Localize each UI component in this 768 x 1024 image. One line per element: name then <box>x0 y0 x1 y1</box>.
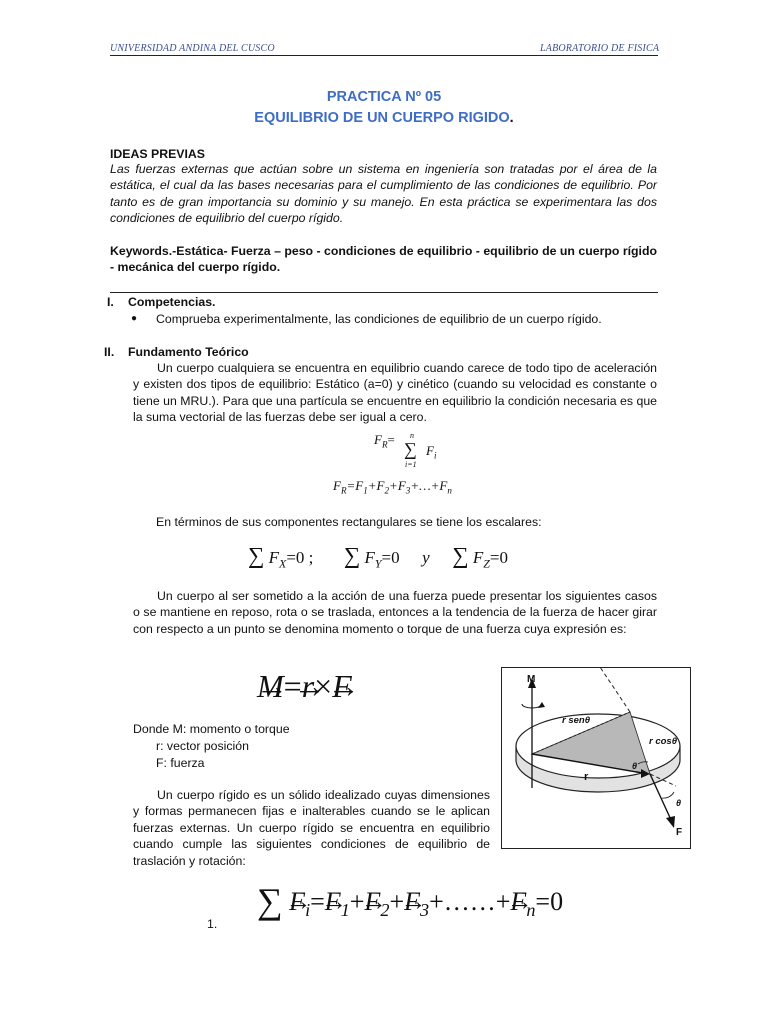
eqf-f: → F <box>325 887 341 917</box>
eq3-and: y <box>422 548 430 567</box>
header-right: LABORATORIO DE FISICA <box>540 43 660 54</box>
figure-label-f: F <box>676 827 683 838</box>
eq-moment-m: → M <box>257 668 284 705</box>
equation-force-equilibrium <box>257 880 563 922</box>
eqf-f: → F <box>289 887 305 917</box>
ideas-previas-text: Las fuerzas externas que actúan sobre un sistema en ingeniería son tratadas por el área de la estática, el cual da las bases necesarias para el cumplimiento de las condiciones de equilibrio. Por tanto es de gran importancia su dominio y su manejo. En esta práctica se experimentara las dos condiciones de equilibrio del cuerpo rígido. <box>110 162 657 226</box>
eq-moment-cross: × <box>314 668 333 704</box>
eqf-sub: 3 <box>420 900 430 921</box>
eq3-sum: ∑ <box>343 543 361 568</box>
eqf-f: → F <box>364 887 380 917</box>
eqf-sub: 2 <box>380 900 390 921</box>
bullet-icon: ● <box>131 313 138 324</box>
competencia-item: Comprueba experimentalmente, las condiciones de equilibrio de un cuerpo rígido. <box>156 312 602 326</box>
eq2-term: =F <box>346 478 364 493</box>
eq1-equals: = <box>387 432 395 447</box>
donde-line2: r: vector posición <box>156 739 249 753</box>
eqf-sub: i <box>305 900 311 921</box>
eqf-eq: = <box>310 887 325 916</box>
keywords: Keywords.-Estática- Fuerza – peso - condiciones de equilibrio - equilibrio de un cuerpo rígido - mecánica del cuerpo rígido. <box>110 244 657 275</box>
eq3-sum: ∑ <box>248 543 265 568</box>
practice-title <box>0 110 768 126</box>
eq1-rhs-sub: i <box>433 450 437 461</box>
eq3-sub: Y <box>374 556 382 571</box>
figure-label-r: r <box>584 771 589 783</box>
eq1-lhs: F <box>374 432 382 447</box>
eq1-sum-lower: i=1 <box>405 460 417 469</box>
eqf-sub: n <box>526 900 536 921</box>
eqf-plus: + <box>389 887 405 916</box>
figure-label-theta1: θ <box>632 761 638 771</box>
eq3-sub: X <box>279 556 287 571</box>
header-left: UNIVERSIDAD ANDINA DEL CUSCO <box>110 43 275 54</box>
donde-line1: Donde M: momento o torque <box>133 722 290 736</box>
torque-figure <box>501 667 691 849</box>
fundamento-para1: Un cuerpo cualquiera se encuentra en equilibrio cuando carece de todo tipo de aceleración y existen dos tipos de equilibrio: Estático (a=0) y cinético (cuando su velocidad es constante o tiene un MRU.). Para que una partícula se encuentre en equilibrio la condición necesaria es que la suma vectorial de las fuerzas debe ser igual a cero. <box>133 361 657 425</box>
eq-moment-r: → r <box>302 668 314 705</box>
header-rule <box>110 55 658 56</box>
eq3-sum: ∑ <box>452 543 469 568</box>
fundamento-para4: Un cuerpo rígido es un sólido idealizado cuyas dimensiones y formas permanecen fijas e inalterables cuando se le aplican fuerzas externas. Un cuerpo rígido se encuentra en equilibrio cuando cumple las siguientes condiciones de equilibrio de traslación y rotación: <box>133 788 490 868</box>
section2-heading: Fundamento Teórico <box>128 345 249 359</box>
fundamento-para2: En términos de sus componentes rectangulares se tiene los escalares: <box>156 515 542 529</box>
eq2-term: +F <box>389 478 406 493</box>
eq3-eq: =0 <box>381 548 400 567</box>
eqf-f: → F <box>510 887 526 917</box>
eq2-term: +F <box>367 478 385 493</box>
eq3-f: F <box>364 548 375 567</box>
eq3-sub: Z <box>483 556 490 571</box>
eq3-eq: =0 ; <box>286 548 314 567</box>
eq3-eq: =0 <box>489 548 508 567</box>
list-number-1: 1. <box>207 917 218 931</box>
practice-title-text: EQUILIBRIO DE UN CUERPO RIGIDO <box>254 110 510 126</box>
eq2-term: +…+F <box>410 478 448 493</box>
eq-moment-eq: = <box>283 668 302 704</box>
practice-title-dot: . <box>509 110 514 126</box>
eqf-sum: ∑ <box>257 881 283 921</box>
figure-label-rsen: r senθ <box>562 715 591 726</box>
eqf-f: → F <box>404 887 420 917</box>
section2-number: II. <box>104 345 115 359</box>
ideas-previas-heading: IDEAS PREVIAS <box>110 147 205 161</box>
section-rule <box>110 292 658 293</box>
eqf-sub: 1 <box>340 900 350 921</box>
eqf-plus: + <box>349 887 365 916</box>
section1-number: I. <box>107 295 114 309</box>
practice-number: PRACTICA Nº 05 <box>326 89 442 105</box>
donde-line3: F: fuerza <box>156 756 205 770</box>
figure-label-rcos: r cosθ <box>649 736 678 747</box>
eq1-rhs <box>426 443 436 461</box>
eq2-sub-r: R <box>340 485 347 496</box>
eq2-sub: 3 <box>405 485 411 496</box>
eq1-rhs-f: F <box>426 443 434 458</box>
eqf-eq-zero: =0 <box>535 887 564 916</box>
fundamento-para3: Un cuerpo al ser sometido a la acción de una fuerza puede presentar los siguientes casos o se mantiene en reposo, rota o se traslada, entonces a la tendencia de la fuerza de hacer girar con respecto a un punto se denomina momento o torque de una fuerza cuya expresión es: <box>133 589 657 636</box>
eq1-lhs-sub: R <box>381 439 388 450</box>
eq-moment-f: → F <box>332 668 352 705</box>
eq2-sub: n <box>447 485 452 496</box>
eq3-f: F <box>472 548 484 567</box>
figure-label-theta2: θ <box>676 798 682 808</box>
eq3-f: F <box>268 548 280 567</box>
equation-moment <box>257 668 352 705</box>
eq1-sum-upper: n <box>410 431 414 440</box>
torque-diagram <box>502 668 690 848</box>
eq2-sub: 1 <box>363 485 368 496</box>
eq2-sub: 2 <box>384 485 390 496</box>
eq1-sum-symbol: ∑ <box>404 439 417 459</box>
equation-resultant-sum <box>374 432 395 450</box>
figure-label-m: M <box>527 674 536 685</box>
section1-heading: Competencias. <box>128 295 216 309</box>
equation-components <box>248 543 508 571</box>
equation-resultant-expanded <box>333 478 452 496</box>
eqf-dots: +……+ <box>429 887 511 916</box>
eq2-f: F <box>333 478 341 493</box>
